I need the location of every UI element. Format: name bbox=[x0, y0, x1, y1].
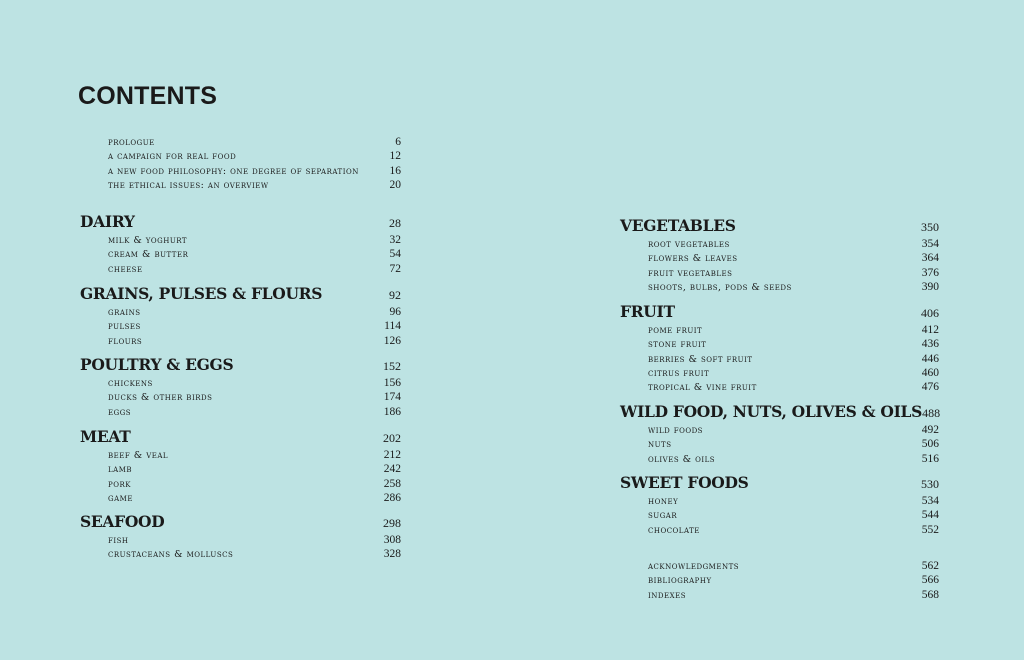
toc-entry-page-number: 390 bbox=[921, 280, 939, 293]
section-heading-page-number: 202 bbox=[383, 431, 401, 445]
toc-entry-page-number: 308 bbox=[383, 534, 401, 546]
section-heading[interactable] bbox=[620, 216, 939, 235]
section-heading-label: POULTRY & EGGS bbox=[80, 355, 234, 374]
toc-entry-label: root vegetables bbox=[648, 239, 730, 250]
toc-entry-label: beef & veal bbox=[108, 450, 169, 461]
toc-entry-page-number: 534 bbox=[921, 495, 939, 507]
toc-entry-page-number: 364 bbox=[921, 252, 939, 265]
toc-entry[interactable] bbox=[620, 453, 939, 465]
toc-entry-page-number: 16 bbox=[389, 164, 401, 177]
toc-entry-page-number: 544 bbox=[921, 509, 939, 522]
toc-entry[interactable] bbox=[620, 338, 939, 350]
toc-entry-page-number: 376 bbox=[921, 266, 939, 279]
toc-entry[interactable] bbox=[620, 381, 939, 393]
toc-entry-label: flours bbox=[108, 335, 143, 347]
toc-entry-label: pulses bbox=[108, 321, 141, 333]
toc-entry-label: olives & oils bbox=[648, 453, 716, 465]
section-heading-label: GRAINS, PULSES & FLOURS bbox=[80, 284, 323, 303]
toc-entry-page-number: 568 bbox=[921, 588, 939, 601]
toc-entry-page-number: 6 bbox=[395, 136, 401, 148]
left-column bbox=[80, 0, 401, 660]
toc-entry-label: chocolate bbox=[648, 524, 700, 536]
toc-entry-label: sugar bbox=[648, 510, 678, 522]
toc-entry-page-number: 212 bbox=[383, 449, 401, 461]
toc-entry[interactable] bbox=[80, 150, 401, 162]
toc-entry[interactable] bbox=[620, 509, 939, 521]
toc-entry[interactable] bbox=[80, 406, 401, 418]
toc-entry-label: shoots, bulbs, pods & seeds bbox=[648, 281, 792, 293]
toc-entry[interactable] bbox=[80, 492, 401, 504]
toc-entry-page-number: 242 bbox=[383, 463, 401, 476]
toc-entry-page-number: 258 bbox=[383, 477, 401, 490]
section-heading-label: DAIRY bbox=[80, 212, 135, 231]
toc-entry-page-number: 476 bbox=[921, 381, 939, 394]
toc-entry-page-number: 436 bbox=[921, 338, 939, 351]
toc-entry-label: grains bbox=[108, 307, 141, 318]
toc-entry-label: acknowledgments bbox=[648, 561, 740, 572]
toc-entry[interactable] bbox=[620, 438, 939, 450]
toc-entry-page-number: 562 bbox=[921, 560, 939, 572]
toc-entry-label: stone fruit bbox=[648, 339, 707, 351]
section-heading-page-number: 92 bbox=[389, 288, 401, 302]
section-heading-label: FRUIT bbox=[620, 302, 675, 321]
toc-entry-label: citrus fruit bbox=[648, 367, 710, 379]
toc-entry[interactable] bbox=[80, 548, 401, 560]
toc-entry-label: pork bbox=[108, 478, 131, 490]
toc-entry-page-number: 54 bbox=[389, 248, 401, 261]
section-heading[interactable] bbox=[80, 212, 401, 231]
toc-entry-page-number: 460 bbox=[921, 366, 939, 379]
toc-entry-label: crustaceans & molluscs bbox=[108, 549, 234, 561]
toc-entry-page-number: 446 bbox=[921, 352, 939, 365]
toc-entry-page-number: 492 bbox=[921, 424, 939, 436]
toc-entry-label: fish bbox=[108, 535, 129, 546]
toc-entry-label: wild foods bbox=[648, 425, 703, 436]
section-heading-label: SEAFOOD bbox=[80, 512, 165, 531]
toc-entry[interactable] bbox=[80, 179, 401, 191]
section-heading-page-number: 350 bbox=[921, 220, 939, 234]
toc-entry-page-number: 506 bbox=[921, 438, 939, 451]
section-heading-page-number: 28 bbox=[389, 216, 401, 230]
toc-entry-page-number: 566 bbox=[921, 574, 939, 587]
toc-entry[interactable] bbox=[620, 589, 939, 601]
toc-entry-page-number: 96 bbox=[389, 306, 401, 318]
toc-entry-page-number: 32 bbox=[389, 234, 401, 246]
page-title: CONTENTS bbox=[78, 82, 218, 110]
toc-entry[interactable] bbox=[620, 238, 939, 250]
toc-entry[interactable] bbox=[80, 165, 401, 177]
toc-entry[interactable] bbox=[80, 263, 401, 275]
toc-entry[interactable] bbox=[80, 335, 401, 347]
toc-entry-page-number: 354 bbox=[921, 238, 939, 250]
toc-entry-page-number: 186 bbox=[383, 405, 401, 418]
toc-entry[interactable] bbox=[620, 495, 939, 507]
toc-entry-page-number: 412 bbox=[921, 324, 939, 336]
section-heading[interactable] bbox=[80, 427, 401, 446]
toc-entry-page-number: 328 bbox=[383, 548, 401, 561]
toc-entry-label: a new food philosophy: one degree of separation bbox=[108, 165, 359, 177]
toc-entry-label: lamb bbox=[108, 464, 133, 476]
toc-entry[interactable] bbox=[620, 560, 939, 572]
toc-entry[interactable] bbox=[80, 320, 401, 332]
toc-entry[interactable] bbox=[80, 377, 401, 389]
toc-entry-label: ducks & other birds bbox=[108, 392, 213, 404]
toc-entry-label: milk & yoghurt bbox=[108, 235, 188, 246]
toc-entry[interactable] bbox=[620, 252, 939, 264]
section-heading-page-number: 298 bbox=[383, 516, 401, 530]
section-heading-page-number: 406 bbox=[921, 306, 939, 320]
toc-entry[interactable] bbox=[80, 136, 401, 148]
toc-entry[interactable] bbox=[80, 391, 401, 403]
toc-entry[interactable] bbox=[620, 281, 939, 293]
section-heading[interactable] bbox=[620, 473, 939, 492]
section-heading-page-number: 488 bbox=[922, 406, 941, 420]
toc-entry[interactable] bbox=[80, 306, 401, 318]
toc-entry-page-number: 20 bbox=[389, 178, 401, 191]
toc-entry-page-number: 12 bbox=[389, 150, 401, 163]
toc-entry-page-number: 552 bbox=[921, 523, 939, 536]
toc-entry-label: fruit vegetables bbox=[648, 267, 733, 279]
toc-entry-page-number: 156 bbox=[383, 377, 401, 389]
toc-entry-label: a campaign for real food bbox=[108, 151, 237, 163]
toc-entry[interactable] bbox=[620, 424, 939, 436]
toc-entry-label: eggs bbox=[108, 406, 132, 418]
toc-entry[interactable] bbox=[620, 324, 939, 336]
section-heading[interactable] bbox=[620, 302, 939, 321]
toc-entry[interactable] bbox=[620, 267, 939, 279]
section-heading-page-number: 152 bbox=[383, 359, 401, 373]
toc-entry-label: game bbox=[108, 492, 133, 504]
toc-entry-label: cheese bbox=[108, 263, 143, 275]
toc-entry[interactable] bbox=[620, 574, 939, 586]
toc-entry-page-number: 516 bbox=[921, 452, 939, 465]
toc-entry-label: honey bbox=[648, 496, 679, 507]
toc-entry[interactable] bbox=[620, 524, 939, 536]
toc-entry[interactable] bbox=[80, 234, 401, 246]
toc-entry-page-number: 286 bbox=[383, 491, 401, 504]
section-heading[interactable] bbox=[620, 402, 939, 421]
toc-entry[interactable] bbox=[620, 367, 939, 379]
toc-entry-label: bibliography bbox=[648, 575, 712, 587]
toc-entry[interactable] bbox=[620, 353, 939, 365]
section-heading[interactable] bbox=[80, 355, 401, 374]
section-heading-label: SWEET FOODS bbox=[620, 473, 749, 492]
section-heading-page-number: 530 bbox=[921, 477, 939, 491]
section-heading[interactable] bbox=[80, 284, 401, 303]
toc-entry-label: prologue bbox=[108, 137, 155, 148]
toc-entry-page-number: 72 bbox=[389, 262, 401, 275]
section-heading-label: MEAT bbox=[80, 427, 131, 446]
toc-entry-label: berries & soft fruit bbox=[648, 353, 753, 365]
toc-entry[interactable] bbox=[80, 248, 401, 260]
section-heading-label: VEGETABLES bbox=[620, 216, 736, 235]
toc-entry[interactable] bbox=[80, 463, 401, 475]
toc-entry-label: cream & butter bbox=[108, 249, 189, 261]
right-column bbox=[620, 0, 939, 660]
toc-entry-label: chickens bbox=[108, 378, 153, 389]
section-heading-label: WILD FOOD, NUTS, OLIVES & OILS bbox=[620, 402, 923, 421]
toc-entry-label: nuts bbox=[648, 439, 672, 451]
toc-entry-label: flowers & leaves bbox=[648, 253, 738, 265]
toc-entry[interactable] bbox=[80, 478, 401, 490]
toc-entry[interactable] bbox=[80, 449, 401, 461]
section-heading[interactable] bbox=[80, 512, 401, 531]
toc-entry-label: tropical & vine fruit bbox=[648, 382, 757, 394]
toc-entry[interactable] bbox=[80, 534, 401, 546]
toc-entry-page-number: 126 bbox=[383, 334, 401, 347]
toc-entry-page-number: 174 bbox=[383, 391, 401, 404]
toc-entry-label: the ethical issues: an overview bbox=[108, 179, 269, 191]
toc-entry-label: indexes bbox=[648, 589, 687, 601]
toc-entry-label: pome fruit bbox=[648, 325, 703, 336]
toc-entry-page-number: 114 bbox=[384, 320, 401, 333]
